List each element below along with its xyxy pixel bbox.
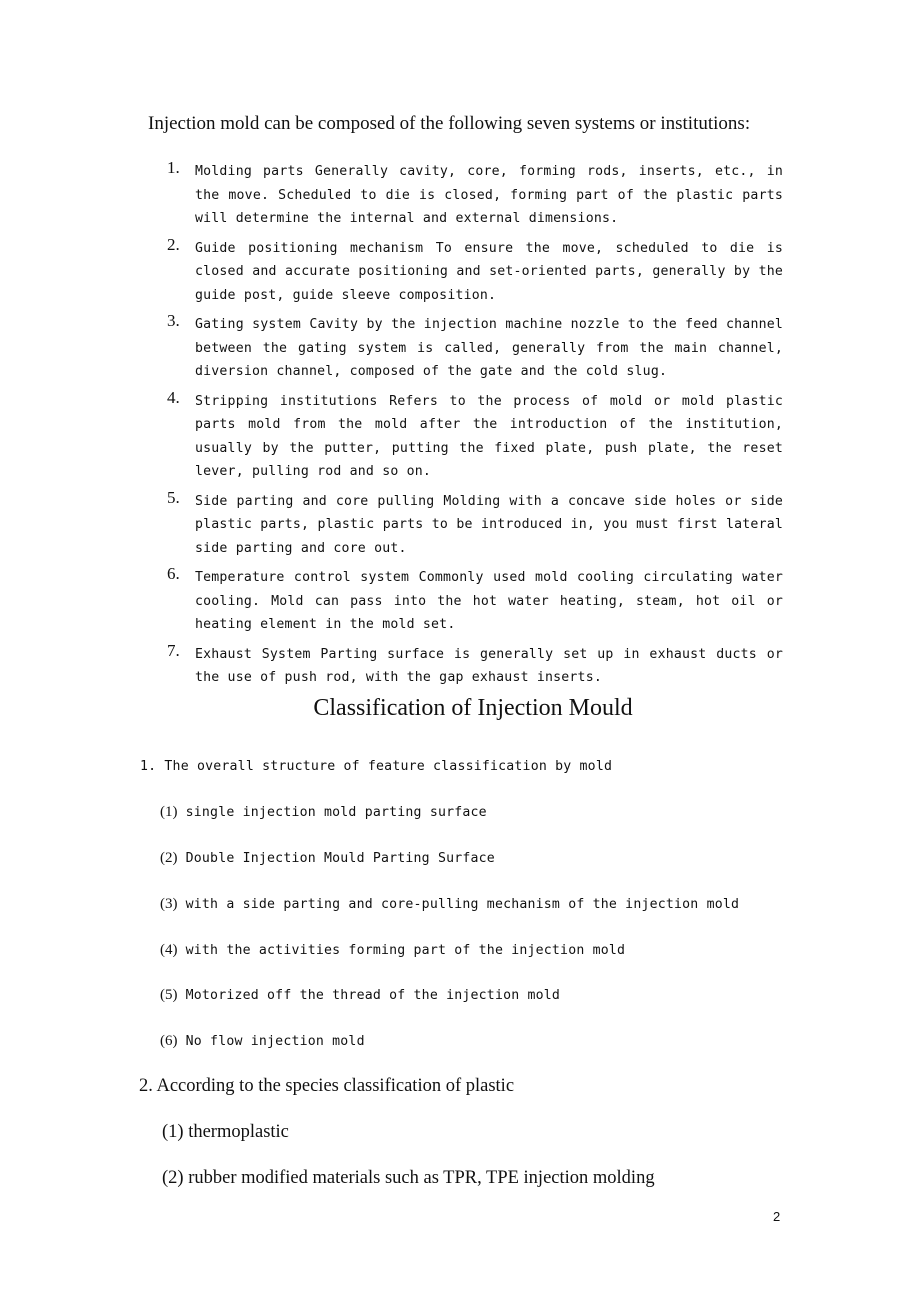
- list-item: [167, 640, 783, 690]
- item-title: Gating system: [195, 317, 301, 332]
- item-number: 6.: [167, 564, 180, 583]
- classification-item: (2) rubber modified materials such as TPR, TPE injection molding: [162, 1168, 655, 1188]
- intro-text: Injection mold can be composed of the following seven systems or institutions:: [148, 113, 751, 134]
- list-item: [167, 566, 783, 637]
- item-title: Temperature control system: [195, 570, 410, 585]
- item-number: 3.: [167, 311, 180, 330]
- item-text: Commonly used mold cooling circulating water cooling. Mold can pass into the hot water heating, steam, hot oil or heating element in the mold set.: [195, 570, 784, 632]
- systems-list: [167, 160, 783, 696]
- classification-item: (5) Motorized off the thread of the injection mold: [160, 987, 561, 1003]
- item-title: Molding parts: [195, 164, 304, 179]
- list-item: [167, 160, 783, 231]
- item-number: 7.: [167, 640, 180, 660]
- classification-item: (3) with a side parting and core-pulling mechanism of the injection mold: [160, 896, 740, 912]
- classification-item: (2) Double Injection Mould Parting Surface: [160, 850, 495, 866]
- classification-item: (1) single injection mold parting surface: [160, 804, 487, 820]
- item-text: Generally cavity, core, forming rods, inserts, etc., in the move. Scheduled to die is closed, forming part of the plastic parts will determine the internal and external dimensions.: [195, 164, 783, 226]
- item-number: 5.: [167, 487, 180, 507]
- list-item: [167, 313, 783, 384]
- item-number: 2.: [167, 234, 180, 254]
- list-item: [167, 234, 783, 308]
- item-title: Exhaust System: [195, 646, 311, 662]
- list-item: [167, 487, 783, 561]
- classification-title: 1. The overall structure of feature classification by mold: [140, 759, 613, 774]
- classification-item: (4) with the activities forming part of the injection mold: [160, 942, 626, 958]
- classification-title: 2. According to the species classification of plastic: [139, 1076, 515, 1096]
- section-heading: Classification of Injection Mould: [313, 695, 633, 721]
- item-number: 1.: [167, 158, 180, 177]
- item-text: To ensure the move, scheduled to die is closed and accurate positioning and set-oriented parts, generally by the guide post, guide sleeve composition.: [195, 240, 783, 303]
- item-text: Molding with a concave side holes or side plastic parts, plastic parts to be introduced in, you must first lateral side parting and core out.: [195, 493, 783, 556]
- item-title: Guide positioning mechanism: [195, 240, 424, 256]
- item-title: Stripping institutions: [195, 393, 378, 409]
- item-title: Side parting and core pulling: [195, 493, 435, 509]
- item-number: 4.: [167, 387, 180, 407]
- classification-item: (1) thermoplastic: [162, 1122, 289, 1142]
- page-number: 2: [773, 1209, 781, 1224]
- list-item: [167, 387, 784, 484]
- item-text: Cavity by the injection machine nozzle to the feed channel between the gating system is called, generally from the main channel, diversion channel, composed of the gate and the cold slug.: [195, 317, 784, 379]
- classification-item: (6) No flow injection mold: [160, 1033, 365, 1049]
- item-text: Parting surface is generally set up in exhaust ducts or the use of push rod, with the gap exhaust inserts.: [195, 646, 783, 685]
- item-text: Refers to the process of mold or mold plastic parts mold from the mold after the introduction of the institution, usually by the putter, putting the fixed plate, push plate, the reset lever, pulling rod and so on.: [195, 393, 784, 479]
